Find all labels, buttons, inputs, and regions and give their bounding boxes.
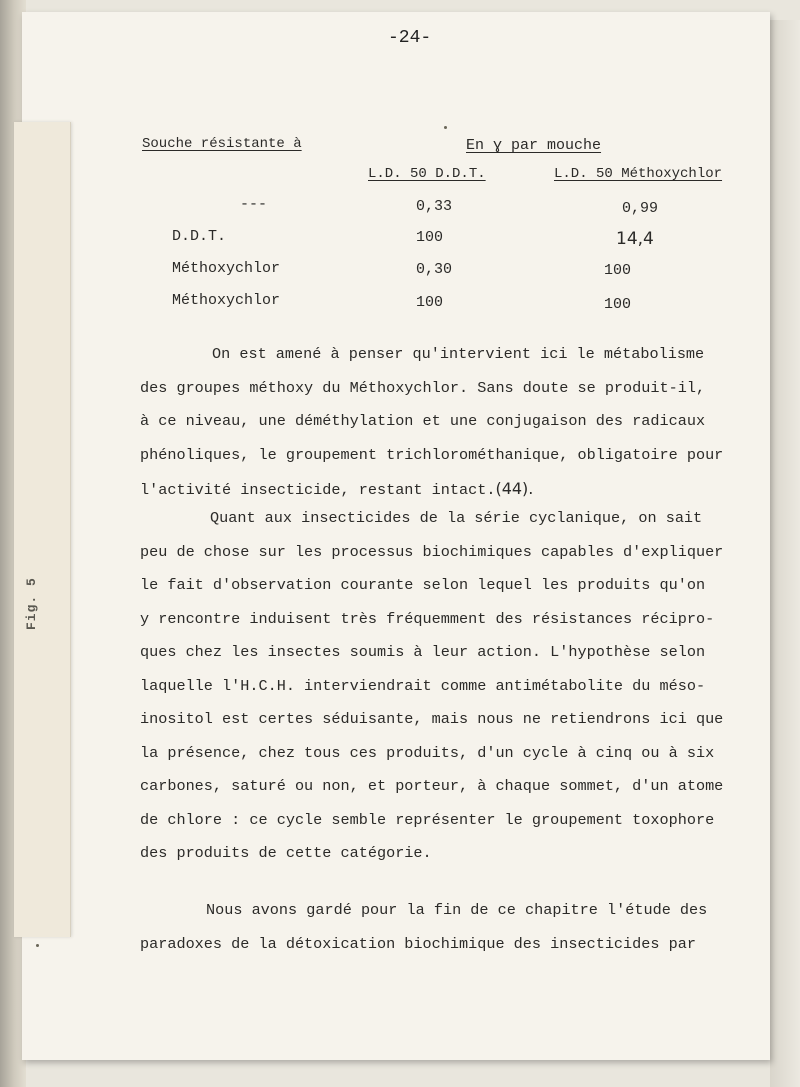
- paragraph-line: à ce niveau, une déméthylation et une conjugaison des radicaux: [140, 412, 706, 430]
- table-header-unit: En ɣ par mouche: [466, 137, 602, 154]
- table-row-2-strain: D.D.T.: [172, 228, 227, 245]
- paragraph-line: carbones, saturé ou non, et porteur, à chaque sommet, d'un atome: [140, 777, 724, 795]
- paragraph-line: y rencontre induisent très fréquemment des résistances récipro-: [140, 609, 715, 628]
- table-row-4-methoxy: 100: [604, 296, 632, 313]
- table-row-2-methoxy: 14,4: [616, 229, 654, 249]
- table-row-3-ddt: 0,30: [416, 261, 453, 278]
- paragraph-3: [140, 894, 772, 961]
- paragraph-line: le fait d'observation courante selon lequel les produits qu'on: [140, 576, 706, 594]
- paragraph-2: [140, 502, 772, 871]
- table-col-methoxy-header: L.D. 50 Méthoxychlor: [554, 166, 723, 182]
- page-number: -24-: [388, 28, 432, 48]
- paragraph-line: inositol est certes séduisante, mais nous ne retiendrons ici que: [140, 710, 724, 728]
- paragraph-line: peu de chose sur les processus biochimiques capables d'expliquer: [140, 542, 724, 561]
- paragraph-line: de chlore : ce cycle semble représenter le groupement toxophore: [140, 810, 715, 829]
- table-row-4-ddt: 100: [416, 294, 444, 311]
- citation-reference: (44).: [495, 479, 534, 498]
- page-edge: [770, 20, 800, 1087]
- paragraph-line: Nous avons gardé pour la fin de ce chapitre l'étude des: [206, 901, 708, 919]
- table-row-2-ddt: 100: [416, 229, 444, 246]
- paragraph-line: paradoxes de la détoxication biochimique des insecticides par: [140, 934, 696, 953]
- paragraph-line: laquelle l'H.C.H. interviendrait comme antimétabolite du méso-: [140, 676, 706, 695]
- paragraph-line: des produits de cette catégorie.: [140, 844, 432, 862]
- table-col-ddt-header: L.D. 50 D.D.T.: [368, 166, 486, 182]
- paragraph-line: ques chez les insectes soumis à leur action. L'hypothèse selon: [140, 643, 706, 661]
- paragraph-line: phénoliques, le groupement trichlorométhanique, obligatoire pour: [140, 445, 724, 464]
- sidebar-tab-strip: [14, 122, 71, 937]
- paragraph-line-text: l'activité insecticide, restant intact.: [140, 481, 496, 499]
- paragraph-1: [140, 338, 772, 508]
- table-row-1-strain: ---: [240, 196, 268, 213]
- paragraph-line: Quant aux insecticides de la série cyclanique, on sait: [210, 509, 703, 527]
- table-header-strain: Souche résistante à: [142, 136, 302, 152]
- table-row-4-strain: Méthoxychlor: [172, 292, 281, 309]
- ink-speck: [36, 944, 39, 947]
- table-row-1-ddt: 0,33: [416, 198, 453, 215]
- paragraph-line: la présence, chez tous ces produits, d'un cycle à cinq ou à six: [140, 743, 715, 762]
- ink-speck: [444, 126, 447, 129]
- table-row-3-strain: Méthoxychlor: [172, 260, 281, 277]
- paragraph-line: On est amené à penser qu'intervient ici le métabolisme: [212, 345, 705, 363]
- table-row-1-methoxy: 0,99: [622, 200, 659, 217]
- table-row-3-methoxy: 100: [604, 262, 632, 279]
- sidebar-tab-label: Fig. 5: [24, 577, 39, 630]
- paragraph-line: des groupes méthoxy du Méthoxychlor. Sans doute se produit-il,: [140, 378, 706, 397]
